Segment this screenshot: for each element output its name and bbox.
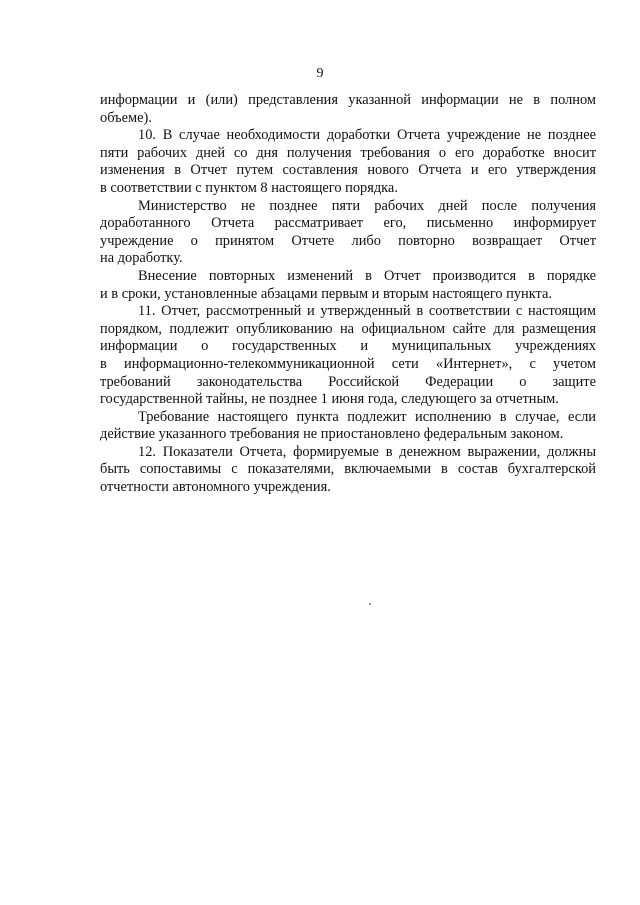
text-line: на доработку.: [100, 250, 183, 267]
text-line: 11. Отчет, рассмотренный и утвержденный в соответствии с настоящим: [138, 303, 596, 320]
scan-speck: [369, 603, 371, 605]
text-line: Министерство не позднее пяти рабочих дней после получения: [138, 197, 596, 214]
text-line: 12. Показатели Отчета, формируемые в денежном выражении, должны: [138, 443, 596, 460]
text-line: информации о государственных и муниципальных учреждениях: [100, 338, 596, 355]
text-line: информации и (или) представления указанной информации не в полном: [100, 92, 596, 108]
text-line: порядком, подлежит опубликованию на официальном сайте для размещения: [100, 320, 596, 337]
text-line: 10. В случае необходимости доработки Отчета учреждение не позднее: [138, 127, 596, 144]
text-line: действие указанного требования не приостановлено федеральным законом.: [100, 426, 564, 443]
text-line: учреждение о принятом Отчете либо повторно возвращает Отчет: [100, 232, 596, 249]
text-line: доработанного Отчета рассматривает его, письменно информирует: [100, 215, 596, 232]
text-line: государственной тайны, не позднее 1 июня года, следующего за отчетным.: [100, 391, 559, 408]
document-body: [100, 92, 596, 497]
text-line: отчетности автономного учреждения.: [100, 479, 331, 496]
text-line: объеме).: [100, 109, 152, 126]
text-line: и в сроки, установленные абзацами первым и вторым настоящего пункта.: [100, 285, 553, 302]
text-line: Внесение повторных изменений в Отчет производится в порядке: [138, 267, 596, 284]
text-line: изменения в Отчет путем составления нового Отчета и его утверждения: [100, 162, 596, 179]
text-line: в соответствии с пунктом 8 настоящего порядка.: [100, 179, 398, 196]
text-line: требований законодательства Российской Федерации о защите: [100, 373, 596, 390]
text-line: в информационно-телекоммуникационной сети «Интернет», с учетом: [100, 355, 596, 372]
text-line: Требование настоящего пункта подлежит исполнению в случае, если: [138, 408, 596, 425]
text-line: быть сопоставимы с показателями, включаемыми в состав бухгалтерской: [100, 461, 596, 478]
text-line: пяти рабочих дней со дня получения требования о его доработке вносит: [100, 144, 596, 161]
page-number: 9: [316, 66, 324, 81]
